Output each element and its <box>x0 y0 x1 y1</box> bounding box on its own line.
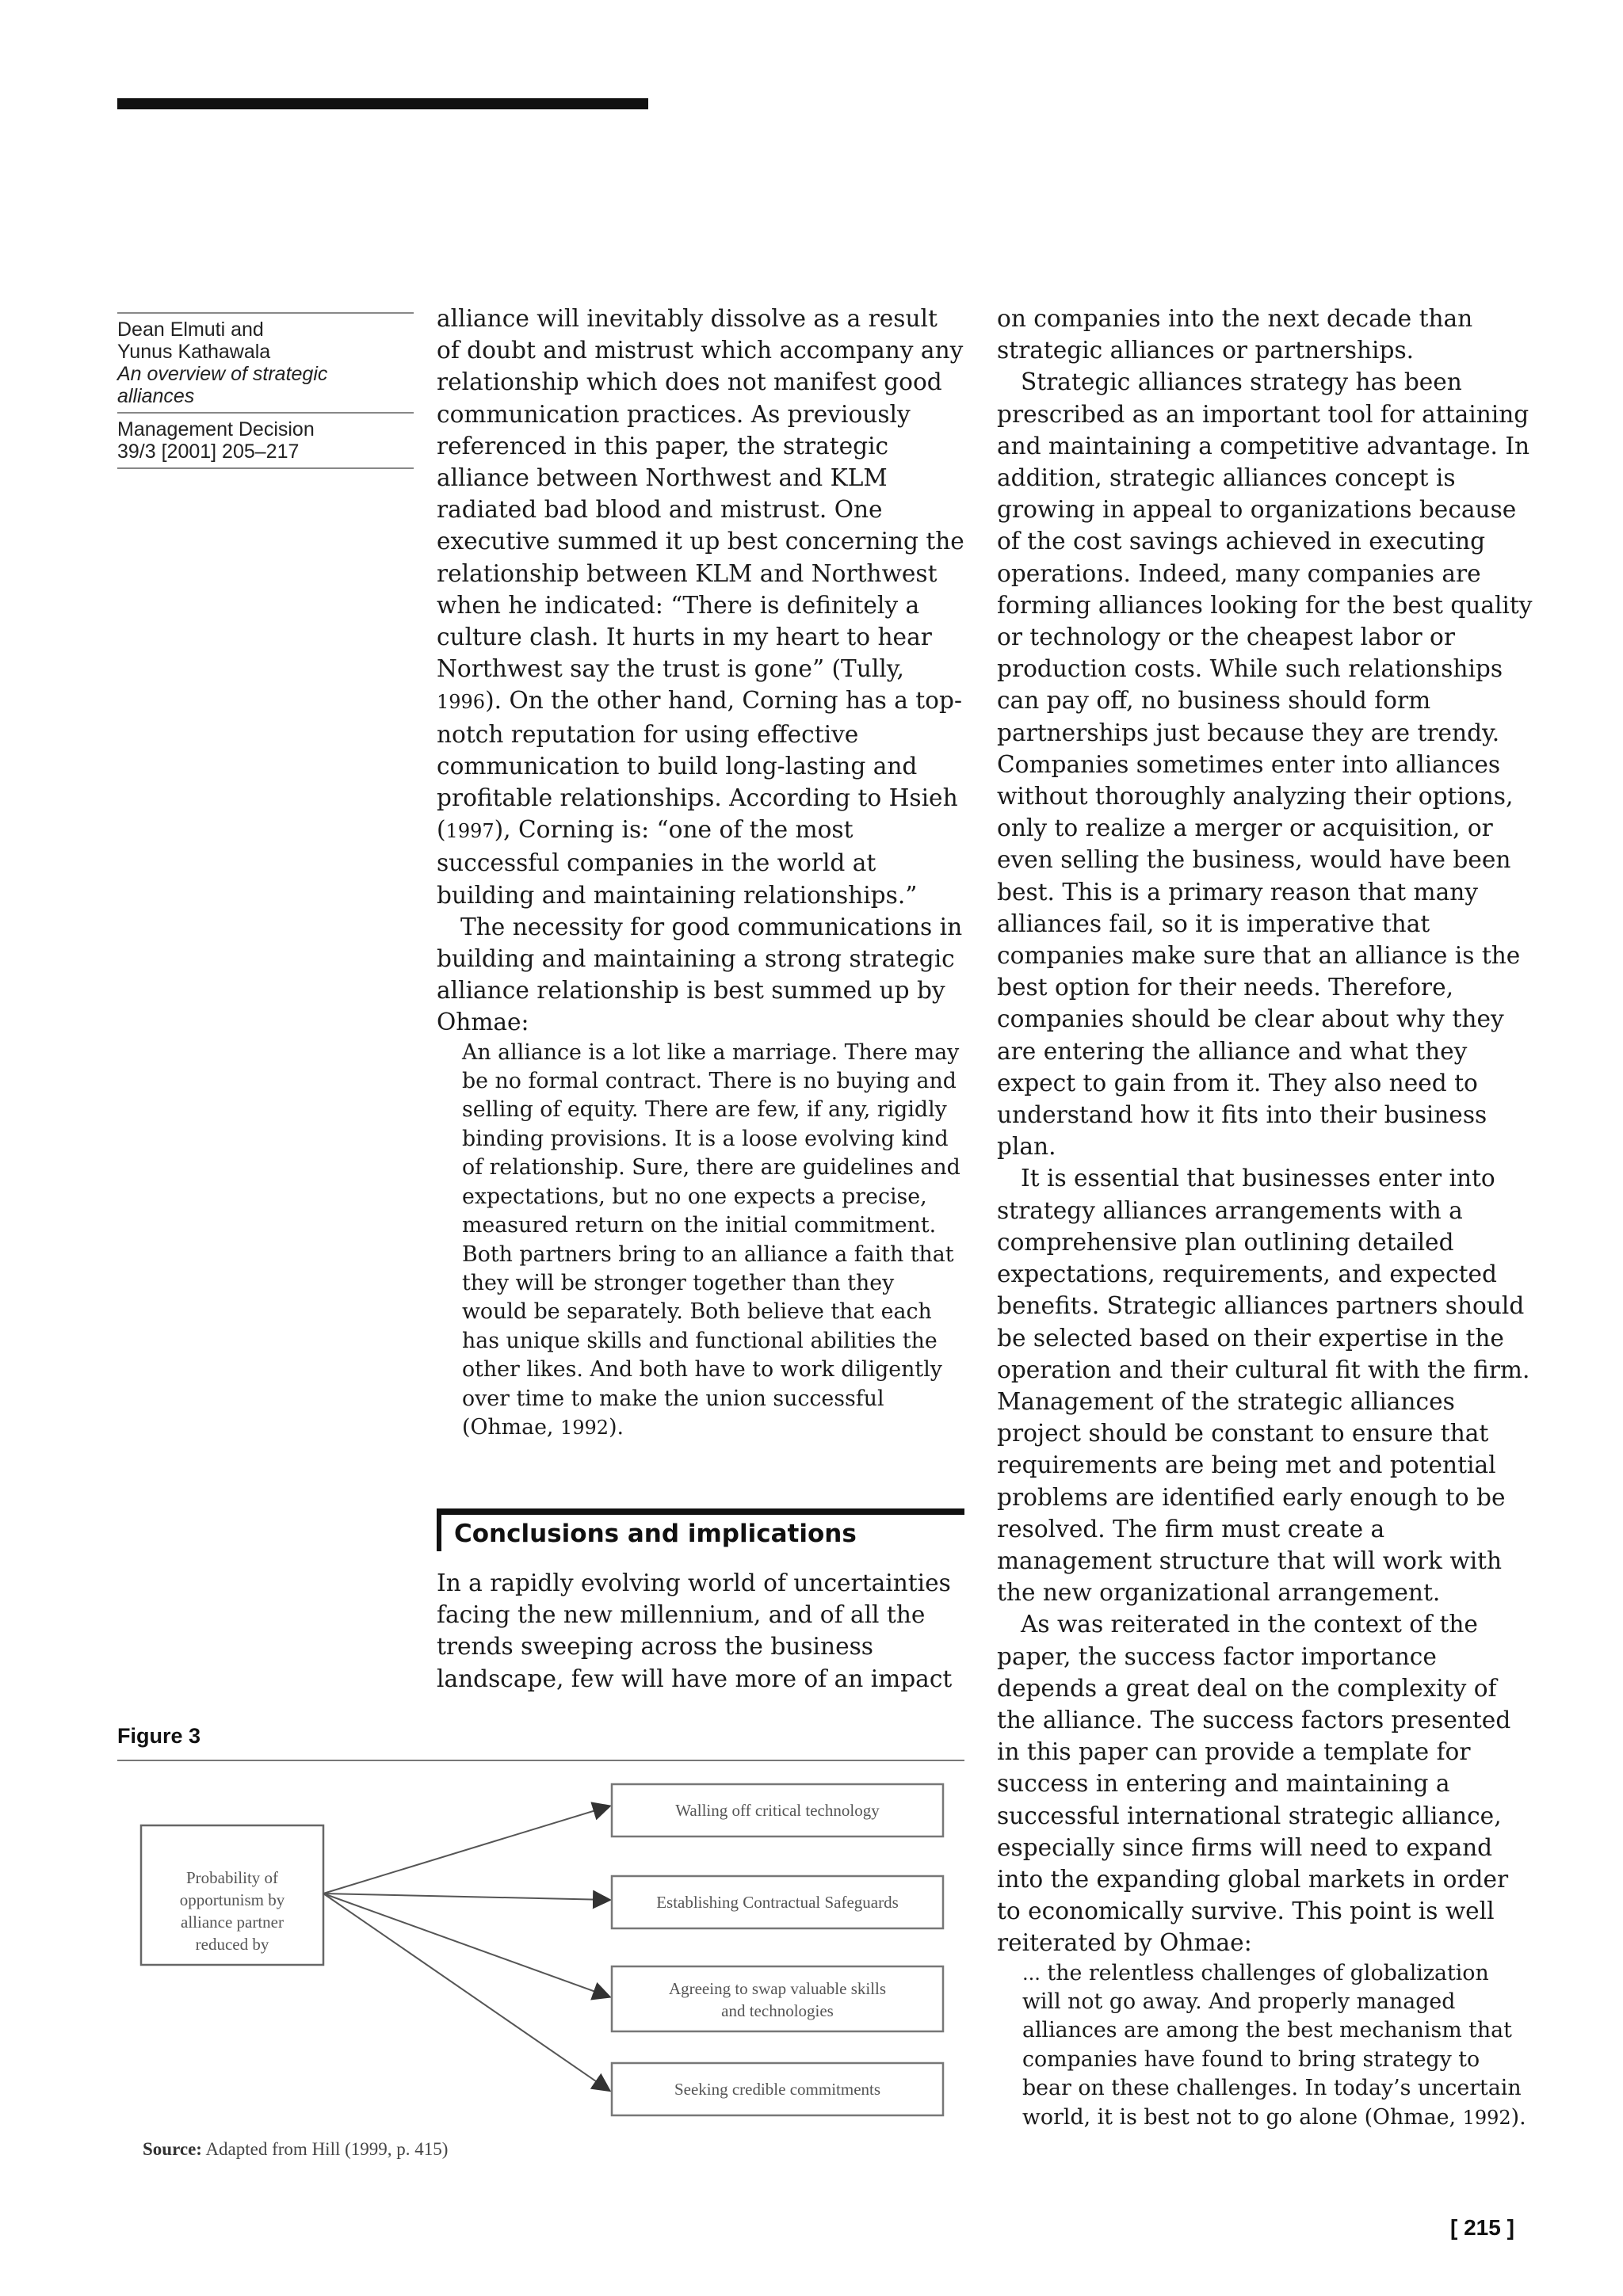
quote-end: ). <box>609 1414 624 1440</box>
author-line-2: Yunus Kathawala <box>117 341 271 363</box>
top-rule <box>117 98 648 109</box>
author-line-1: Dean Elmuti and <box>117 318 264 341</box>
source-text: Adapted from Hill (1999, p. 415) <box>205 2139 449 2159</box>
article-title-line-1: An overview of strategic <box>117 363 328 385</box>
citation-year: 1997 <box>445 820 495 843</box>
source-label: Source: <box>143 2139 202 2159</box>
section-heading: Conclusions and implications <box>454 1520 857 1548</box>
paragraph: Strategic alliances strategy has been prescribed as an important tool for attaining and maintaining a competitive advantage. In addition, strategic alliances concept is growing in appeal to organizations because of the cost savings achieved in executing operations. Indeed, many companies are forming alliances looking for the best quality or technology or the cheapest labor or production costs. While such relationships can pay off, no business should form partnerships just because they are trendy. Companies sometimes enter into alliances without thoroughly analyzing their options, only to realize a merger or acquisition, or even selling the business, would have been best. This is a primary reason that many alliances fail, so it is imperative that companies make sure that an alliance is the best option for their needs. Therefore, companies should be clear about why they are entering the alliance and what they expect to gain from it. They also need to understand how it fits into their business plan. <box>997 368 1533 1161</box>
paragraph: In a rapidly evolving world of uncertainties facing the new millennium, and of all the trends sweeping across the business landscape, few will have more of an impact <box>437 1569 953 1692</box>
section-heading-box <box>437 1508 964 1551</box>
paragraph <box>437 303 964 911</box>
journal-volume: 39/3 [2001] 205–217 <box>117 441 300 463</box>
diagram-svg <box>117 1775 964 2171</box>
page-number: [ 215 ] <box>1450 2215 1514 2240</box>
block-quote <box>437 1039 964 1443</box>
quote-text: the relentless challenges of globalization will not go away. And properly managed alliances are among the best mechanism that companies have found to bring strategy to bear on these challenges. In today’s uncertain world, it is best not to go alone (Ohmae, <box>1022 1960 1522 2130</box>
paragraph-text: ). On the other hand, Corning has a top-notch reputation for using effective communication to build long-lasting and profitable relationships. According to Hsieh ( <box>437 687 962 844</box>
body-column-middle <box>437 303 964 1442</box>
left-box-line: reduced by <box>195 1935 269 1954</box>
citation-year: 1992 <box>559 1416 609 1439</box>
figure-label: Figure 3 <box>117 1724 201 1748</box>
arrow-2 <box>323 1894 609 1900</box>
left-box-text <box>141 1867 323 1955</box>
box-3-text <box>612 1978 943 2022</box>
paragraph: As was reiterated in the context of the paper, the success factor importance depends a great deal on the complexity of the alliance. The success factors presented in this paper can provide a template for success in entering and maintaining a successful international strategic alliance, especially since firms will need to expand into the expanding global markets in order to economically survive. This point is well reiterated by Ohmae: <box>997 1611 1511 1957</box>
arrow-4 <box>323 1894 609 2090</box>
paragraph-text: ), Corning is: “one of the most successful companies in the world at building and maintaining relationships.” <box>437 816 918 909</box>
figure-3-diagram <box>117 1775 964 2171</box>
sidebar-article-info <box>117 312 414 412</box>
quote-text: An alliance is a lot like a marriage. There may be no formal contract. There is no buying and selling of equity. There are few, if any, rigidly binding provisions. It is a loose evolving kind of relationship. Sure, there are guidelines and expectations, but no one expects a precise, measured return on the initial commitment. Both partners bring to an alliance a faith that they will be stronger together than they would be separately. Both believe that each has unique skills and functional abilities the other likes. And both have to work diligently over time to make the union successful (Ohmae, <box>462 1039 960 1440</box>
box-3-line: Agreeing to swap valuable skills <box>668 1979 887 1998</box>
box-4-text: Seeking credible commitments <box>674 2080 881 2099</box>
citation-year: 1992 <box>1462 2106 1511 2129</box>
journal-name: Management Decision <box>117 418 315 441</box>
arrow-1 <box>323 1806 609 1894</box>
left-box-line: alliance partner <box>181 1913 284 1932</box>
ellipsis: ... <box>1022 1962 1041 1985</box>
box-3-line: and technologies <box>721 2001 834 2020</box>
sidebar-journal-info <box>117 412 414 469</box>
block-quote <box>997 1959 1533 2132</box>
left-box-line: opportunism by <box>179 1890 285 1909</box>
box-1-text: Walling off critical technology <box>675 1801 880 1820</box>
quote-end: ). <box>1510 2104 1526 2130</box>
citation-year: 1996 <box>437 691 486 714</box>
article-title-line-2: alliances <box>117 385 195 407</box>
figure-source <box>143 2139 448 2160</box>
paragraph: The necessity for good communications in building and maintaining a strong strategic alliance relationship is best summed up by Ohmae: <box>437 913 963 1036</box>
paragraph-text: alliance will inevitably dissolve as a result of doubt and mistrust which accompany any relationship which does not manifest good communication practices. As previously referenced in this paper, the strategic alliance between Northwest and KLM radiated bad blood and mistrust. One executive summed it up best concerning the relationship between KLM and Northwest when he indicated: “There is definitely a culture clash. It hurts in my heart to hear Northwest say the trust is gone” (Tully, <box>437 305 964 683</box>
arrow-3 <box>323 1894 609 1997</box>
paragraph: It is essential that businesses enter into strategy alliances arrangements with a comprehensive plan outlining detailed expectations, requirements, and expected benefits. Strategic alliances partners should be selected based on their expertise in the operation and their cultural fit with the firm. Management of the strategic alliances project should be constant to ensure that requirements are being met and potential problems are identified early enough to be resolved. The firm must create a management structure that will work with the new organizational arrangement. <box>997 1165 1530 1607</box>
left-box-line: Probability of <box>185 1868 279 1887</box>
figure-rule <box>117 1760 964 1761</box>
body-column-right <box>997 303 1533 2132</box>
sidebar <box>117 312 414 469</box>
box-2-text: Establishing Contractual Safeguards <box>656 1893 899 1912</box>
paragraph: on companies into the next decade than strategic alliances or partnerships. <box>997 305 1473 364</box>
conclusions-paragraph <box>437 1567 964 1695</box>
